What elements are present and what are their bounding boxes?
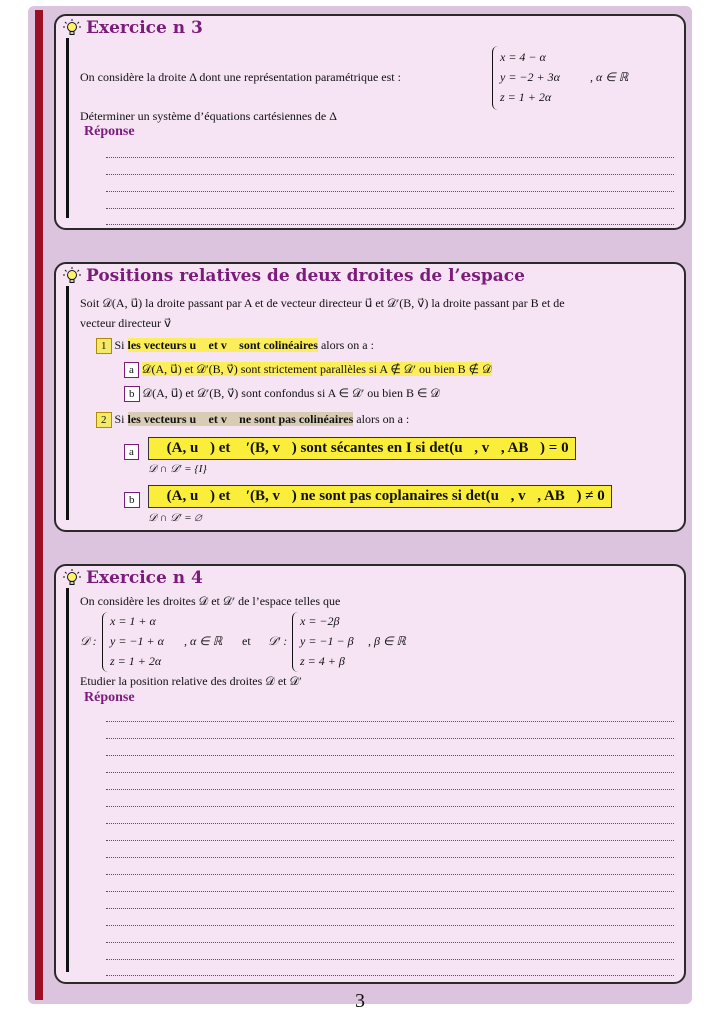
case-1b-label: b <box>124 386 140 402</box>
positions-line1: Soit 𝒟(A, u⃗) la droite passant par A et de vecteur directeur u⃗ et 𝒟′(B, v⃗) la droite passant par B et de <box>80 296 565 310</box>
et-word: et <box>242 634 251 648</box>
system-brace <box>292 612 299 672</box>
case-2b-label: b <box>124 492 140 508</box>
margin-bar <box>35 10 43 1000</box>
left-rule <box>66 38 69 218</box>
answer-label: Réponse <box>84 690 135 705</box>
answer-line[interactable] <box>106 907 674 909</box>
positions-line2: vecteur directeur v⃗ <box>80 316 172 330</box>
answer-line[interactable] <box>106 173 674 175</box>
answer-line[interactable] <box>106 771 674 773</box>
exercise-4-question: Etudier la position relative des droites 𝒟 et 𝒟′ <box>80 674 302 688</box>
positions-title <box>62 266 525 286</box>
exercise-4-title-text: Exercice n 4 <box>86 568 203 588</box>
answer-line[interactable] <box>106 873 674 875</box>
ex3-eq1: x = 4 − α <box>500 50 546 64</box>
dp-eq2: y = −1 − β <box>300 634 354 648</box>
d-eq3: z = 1 + 2α <box>110 654 162 668</box>
answer-line[interactable] <box>106 890 674 892</box>
d-eq1: x = 1 + α <box>110 614 156 628</box>
case-1a <box>124 362 492 378</box>
exercise-3-title <box>62 18 203 38</box>
case-1-highlight: les vecteurs u⃗ et v⃗ sont colinéaires <box>127 338 318 352</box>
exercise-4-intro: On considère les droites 𝒟 et 𝒟′ de l’espace telles que <box>80 594 341 608</box>
left-rule <box>66 588 69 972</box>
answer-line[interactable] <box>106 822 674 824</box>
answer-line[interactable] <box>106 156 674 158</box>
system-brace <box>492 46 499 110</box>
answer-line[interactable] <box>106 856 674 858</box>
dp-eq1: x = −2β <box>300 614 340 628</box>
case-2a-box: 𝒟(A, u⃗) et 𝒟′(B, v⃗) sont sécantes en I si det(u⃗, v⃗, AB⃗) = 0 <box>148 437 576 460</box>
dp-eq3: z = 4 + β <box>300 654 345 668</box>
case-1b <box>124 386 440 402</box>
lightbulb-icon <box>62 18 82 38</box>
case-1a-text: 𝒟(A, u⃗) et 𝒟′(B, v⃗) sont strictement parallèles si A ∉ 𝒟′ ou bien B ∉ 𝒟 <box>141 362 492 376</box>
answer-line[interactable] <box>106 958 674 960</box>
answer-line[interactable] <box>106 207 674 209</box>
case-1 <box>96 338 374 354</box>
answer-line[interactable] <box>106 223 674 225</box>
answer-line[interactable] <box>106 974 674 976</box>
answer-line[interactable] <box>106 839 674 841</box>
d-label: 𝒟 : <box>80 634 97 648</box>
exercise-3-title-text: Exercice n 3 <box>86 18 203 38</box>
case-2a-label-wrap <box>124 444 139 460</box>
exercise-4-title <box>62 568 203 588</box>
left-rule <box>66 286 69 520</box>
page-number: 3 <box>355 990 365 1012</box>
dp-label: 𝒟′ : <box>268 634 288 648</box>
ex3-eq3: z = 1 + 2α <box>500 90 552 104</box>
answer-line[interactable] <box>106 754 674 756</box>
ex3-param: , α ∈ ℝ <box>590 70 629 84</box>
answer-line[interactable] <box>106 190 674 192</box>
exercise-4-box <box>54 564 686 984</box>
d-param: , α ∈ ℝ <box>184 634 223 648</box>
case-1b-text: 𝒟(A, u⃗) et 𝒟′(B, v⃗) sont confondus si A ∈ 𝒟′ ou bien B ∈ 𝒟 <box>142 386 440 400</box>
case-2b-intersection: 𝒟 ∩ 𝒟′ = ∅ <box>148 512 202 524</box>
lightbulb-icon <box>62 568 82 588</box>
exercise-3-question: Déterminer un système d’équations cartésiennes de Δ <box>80 109 337 123</box>
dp-param: , β ∈ ℝ <box>368 634 406 648</box>
exercise-3-box <box>54 14 686 230</box>
exercise-3-intro: On considère la droite Δ dont une représentation paramétrique est : <box>80 70 401 84</box>
case-2a-label: a <box>124 444 139 460</box>
answer-line[interactable] <box>106 720 674 722</box>
answer-line[interactable] <box>106 941 674 943</box>
case-2-suffix: alors on a : <box>353 412 410 426</box>
answer-label: Réponse <box>84 124 135 139</box>
positions-title-text: Positions relatives de deux droites de l’espace <box>86 266 525 286</box>
case-2b-label-wrap <box>124 492 140 508</box>
case-2-prefix: Si <box>114 412 128 426</box>
system-brace <box>102 612 109 672</box>
case-1-suffix: alors on a : <box>317 338 374 352</box>
case-1a-label: a <box>124 362 139 378</box>
case-1-number: 1 <box>96 338 112 354</box>
case-2-highlight: les vecteurs u⃗ et v⃗ ne sont pas colinéaires <box>127 412 354 426</box>
answer-line[interactable] <box>106 788 674 790</box>
d-eq2: y = −1 + α <box>110 634 164 648</box>
answer-line[interactable] <box>106 805 674 807</box>
lightbulb-icon <box>62 266 82 286</box>
case-2 <box>96 412 409 428</box>
positions-box <box>54 262 686 532</box>
answer-line[interactable] <box>106 924 674 926</box>
case-2a-intersection: 𝒟 ∩ 𝒟′ = {I} <box>148 463 207 475</box>
case-2b-box: 𝒟(A, u⃗) et 𝒟′(B, v⃗) ne sont pas coplanaires si det(u⃗, v⃗, AB⃗) ≠ 0 <box>148 485 612 508</box>
ex3-eq2: y = −2 + 3α <box>500 70 560 84</box>
answer-line[interactable] <box>106 737 674 739</box>
case-1-prefix: Si <box>114 338 128 352</box>
case-2-number: 2 <box>96 412 112 428</box>
